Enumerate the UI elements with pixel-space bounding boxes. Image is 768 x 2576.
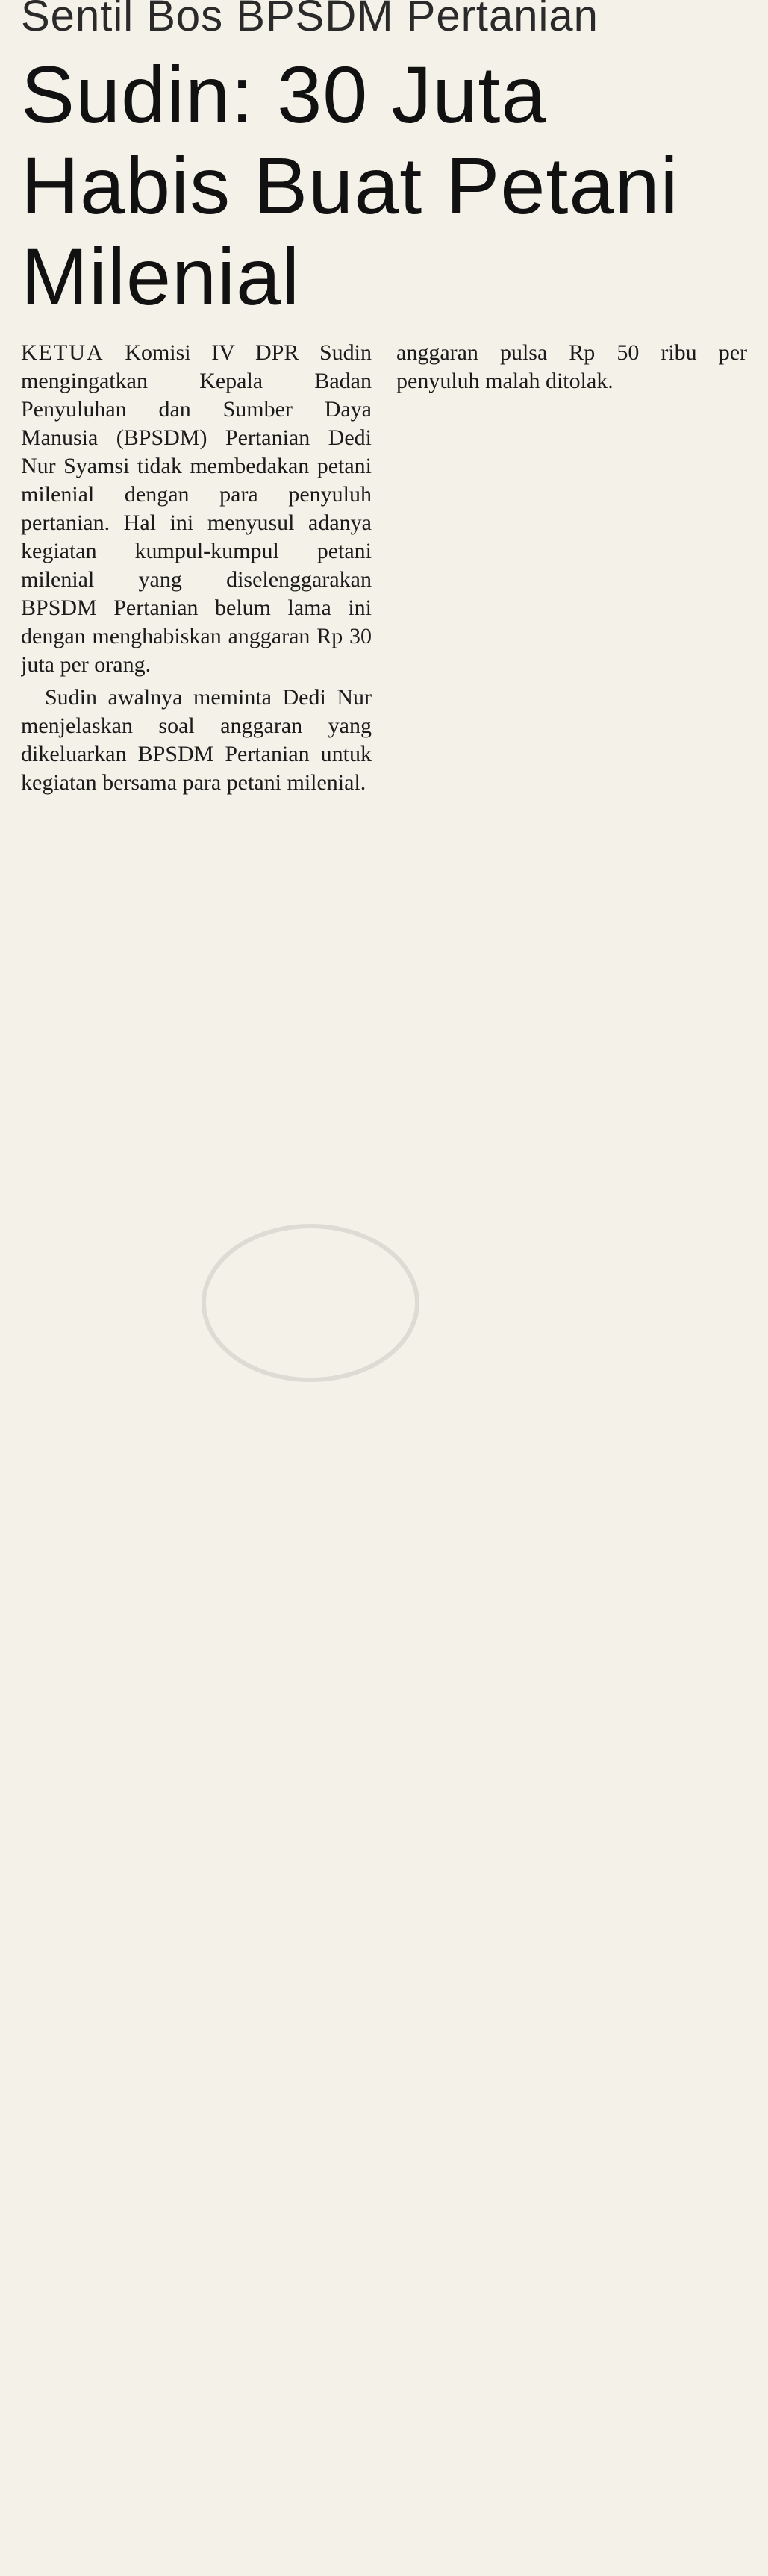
left-paragraph-2: Sudin awalnya meminta Dedi Nur menjelaskan soal anggaran yang dikeluarkan BPSDM Pertanian untuk kegiatan bersama para petani milenial. bbox=[21, 685, 372, 795]
article-body bbox=[21, 339, 747, 2576]
article-headline: Sudin: 30 Juta Habis Buat Petani Milenial bbox=[21, 49, 679, 322]
right-column bbox=[396, 339, 747, 2576]
left-paragraph-1-text: Komisi IV DPR Sudin mengingatkan Kepala Badan Penyuluhan dan Sumber Daya Manusia (BPSDM) Pertanian Dedi Nur Syamsi tidak membedakan petani milenial dengan para penyuluh pertanian. Hal ini menyusul adanya kegiatan kumpul-kumpul petani milenial yang diselenggarakan BPSDM Pertanian belum lama ini dengan menghabiskan anggaran Rp 30 juta per orang. bbox=[21, 340, 372, 677]
lead-word: KETUA bbox=[21, 340, 104, 365]
left-column bbox=[21, 339, 372, 2576]
article-kicker: Sentil Bos BPSDM Pertanian bbox=[21, 0, 599, 40]
left-paragraph-1 bbox=[21, 339, 372, 679]
right-paragraph-1: anggaran pulsa Rp 50 ribu per penyuluh malah ditolak. bbox=[396, 340, 747, 393]
